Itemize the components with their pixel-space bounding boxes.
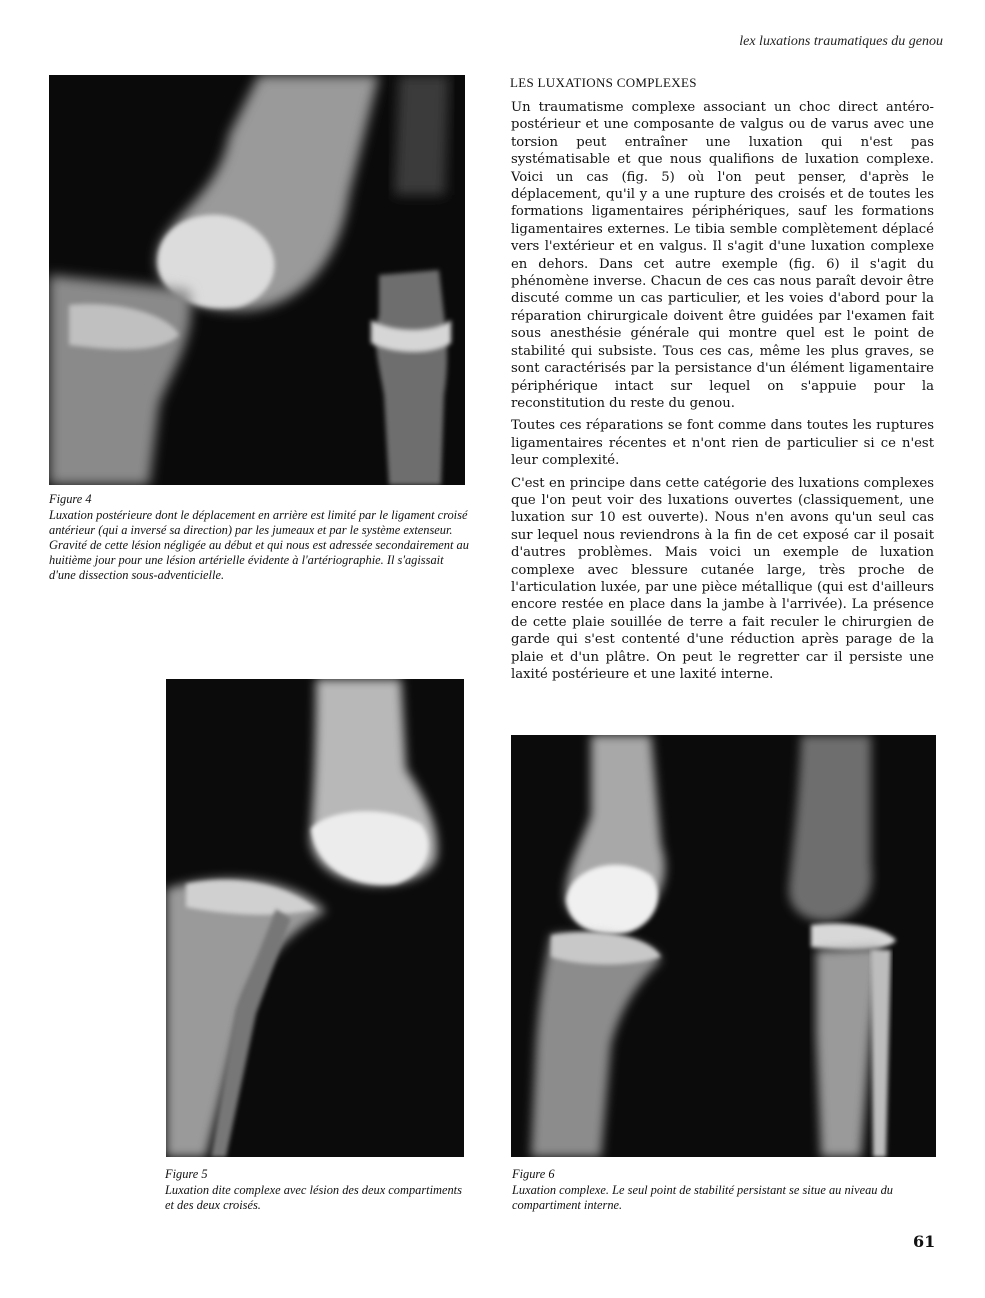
figure-6-xray [511,735,936,1157]
body-text [511,99,934,688]
paragraph-3: C'est en principe dans cette catégorie des luxations complexes que l'on peut voir des luxations ouvertes (classiquement, une luxation sur 10 est ouverte). Nous n'en avons qu'un seul cas sur lequel nous reviendrons à la fin de cet exposé car il posait d'autres problèmes. Mais voici un exemple de luxation complexe avec blessure cutanée large, très proche de l'articulation luxée, par une pièce métallique (qui est d'ailleurs encore restée en place dans la jambe à l'arrivée). La présence de cette plaie souillée de terre a fait reculer le chirurgien de garde qui s'est contenté d'une réduction après parage de la plaie et d'un plâtre. On peut le regretter car il persiste une laxité postérieure et une laxité interne. [511,475,934,682]
section-title: LES LUXATIONS COMPLEXES [510,75,697,90]
figure-4-xray-drawing [49,75,465,485]
figure-5-label: Figure 5 [165,1167,208,1181]
figure-5-xray-drawing [166,679,464,1157]
figure-5-caption-text: Luxation dite complexe avec lésion des deux compartiments et des deux croisés. [165,1183,462,1212]
figure-6-caption [512,1167,937,1213]
figure-4-xray [49,75,465,485]
figure-6-xray-drawing [511,735,936,1157]
paragraph-1: Un traumatisme complexe associant un choc direct antéro-postérieur et une composante de valgus ou de varus avec une torsion peut entraîner une luxation qui n'est pas systématisable et que nous qualifions de luxation complexe. Voici un cas (fig. 5) où l'on peut penser, d'après le déplacement, qu'il y a une rupture des croisés et de toutes les formations ligamentaires périphériques, sauf les formations ligamentaires externes. Le tibia semble complètement déplacé vers l'extérieur et en valgus. Il s'agit d'une luxation complexe en dehors. Dans cet autre exemple (fig. 6) il s'agit du phénomène inverse. Chacun de ces cas nous paraît devoir être discuté comme un cas particulier, et les voies d'abord pour la réparation chirurgicale doivent être guidées par l'examen fait sous anesthésie générale qui montre quel est le point de stabilité qui subsiste. Tous ces cas, même les plus graves, se sont caractérisés par la persistance d'un élément ligamentaire périphérique intact sur lequel on s'appuie pour la reconstitution du reste du genou. [511,100,934,411]
page-number: 61 [913,1232,936,1251]
figure-4-caption-text: Luxation postérieure dont le déplacement en arrière est limité par le ligament croisé antérieur (qui a inversé sa direction) par les jumeaux et par le système extenseur. Gravité de cette lésion négligée au début et qui nous est adressée secondairement au huitième jour pour une lésion artérielle évidente à l'artériographie. Il s'agissait d'une dissection sous-adventicielle. [49,508,469,582]
figure-6-caption-text: Luxation complexe. Le seul point de stabilité persistant se situe au niveau du compartiment interne. [512,1183,893,1212]
figure-5-caption [165,1167,465,1213]
running-head: lex luxations traumatiques du genou [739,34,943,49]
figure-6-label: Figure 6 [512,1167,555,1181]
figure-5-xray [166,679,464,1157]
figure-4-label: Figure 4 [49,492,92,506]
paragraph-2: Toutes ces réparations se font comme dans toutes les ruptures ligamentaires récentes et n'ont rien de particulier si ce n'est leur complexité. [511,418,934,469]
figure-4-caption [49,492,469,583]
